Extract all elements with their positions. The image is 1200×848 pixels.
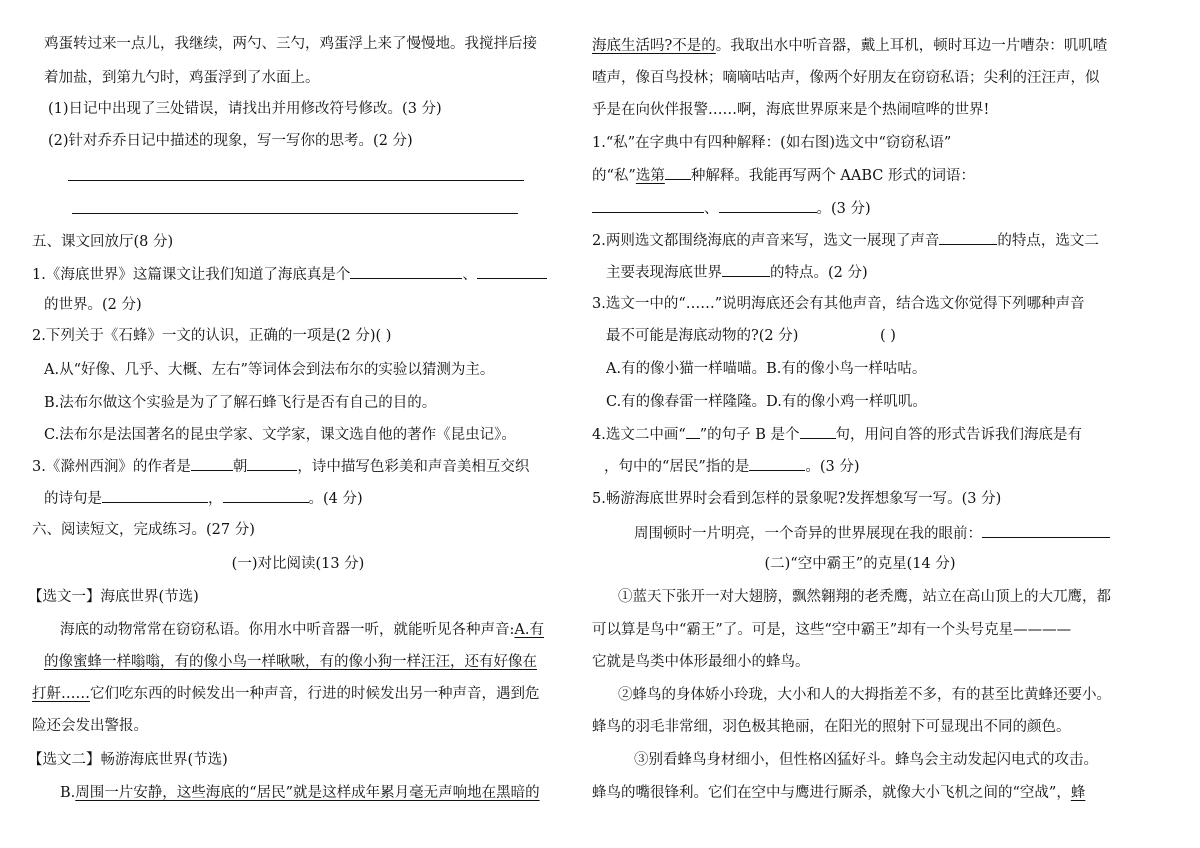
section-5-question-3: 3.《滁州西涧》的作者是 朝 ，诗中描写色彩美和声音美相互交织 [32,456,529,477]
excerpt-1-text: 险还会发出警报。 [32,718,148,734]
reading-question-5-prompt: 周围顿时一片明亮，一个奇异的世界展现在我的眼前： [634,523,1110,544]
excerpt-1-title: 【选文一】海底世界(节选) [28,589,199,605]
section-5-question-3-cont: 的诗句是 ， 。(4 分) [44,488,363,509]
excerpt-2-text: 乎是在向伙伴报警……啊，海底世界原来是个热闹喧哗的世界! [592,102,990,118]
excerpt-2-text: 海底生活吗?不是的。我取出水中听音器，戴上耳机，顿时耳边一片嘈杂：叽叽喳 [592,38,1108,54]
excerpt-1-text: 海底的动物常常在窃窃私语。你用水中听音器一听，就能听见各种声音:A.有 [60,622,544,638]
section-6-heading: 六、阅读短文，完成练习。(27 分) [32,522,255,538]
reading-question-4: 4.选文二中画“ ”的句子 B 是个 句，用问自答的形式告诉我们海底是有 [592,424,1082,445]
option-a: A.从“好像、几乎、大概、左右”等词体会到法布尔的实验以猜测为主。 [44,362,495,378]
right-column [590,0,1130,848]
fill-blank[interactable] [800,424,836,439]
subsection-2-heading: (二)“空中霸王”的克星(14 分) [764,556,956,572]
fill-blank[interactable] [939,230,997,245]
answer-paren[interactable]: ( ) [880,328,896,344]
fill-blank[interactable] [722,262,770,277]
option-b: B.法布尔做这个实验是为了了解石蜂飞行是否有自己的目的。 [44,395,437,411]
excerpt-2-title: 【选文二】畅游海底世界(节选) [28,752,228,768]
article-paragraph: ②蜂鸟的身体娇小玲珑，大小和人的大拇指差不多，有的甚至比黄蜂还要小。 [618,687,1111,703]
article-paragraph: 蜂鸟的嘴很锋利。它们在空中与鹰进行厮杀，就像大小飞机之间的“空战”，蜂 [592,785,1086,801]
fill-blank[interactable] [247,456,297,471]
reading-question-1: 1.“私”在字典中有四种解释：(如右图)选文中“窃窃私语” [592,135,952,151]
question-4-1: (1)日记中出现了三处错误，请找出并用修改符号修改。(3 分) [48,101,442,117]
answer-line[interactable] [72,213,518,214]
fill-blank[interactable] [350,264,462,279]
answer-line[interactable] [68,180,524,181]
option-c: C.法布尔是法国著名的昆虫学家、文学家，课文选自他的著作《昆虫记》。 [44,427,516,443]
section-5-question-1: 1.《海底世界》这篇课文让我们知道了海底真是个 、 [32,264,547,285]
reading-question-3-options: C.有的像春雷一样隆隆。D.有的像小鸡一样叽叽。 [606,394,927,410]
reading-question-2: 2.两则选文都围绕海底的声音来写，选文一展现了声音 的特点，选文二 [592,230,1099,251]
diary-text-line: 鸡蛋转过来一点儿，我继续，两勺、三勺，鸡蛋浮上来了慢慢地。我搅拌后接 [44,36,537,52]
section-5-question-1-cont: 的世界。(2 分) [44,297,142,313]
article-paragraph: 蜂鸟的羽毛非常细，羽色极其艳丽，在阳光的照射下可显现出不同的颜色。 [592,719,1071,735]
fill-blank[interactable] [102,488,208,503]
article-paragraph: 它就是鸟类中体形最细小的蜂鸟。 [592,654,810,670]
reading-question-1-answers: 、 。(3 分) [592,198,871,219]
excerpt-1-text-underlined: 的像蜜蜂一样嗡嗡，有的像小鸟一样啾啾，有的像小狗一样汪汪，还有好像在 [44,654,537,670]
reading-question-2-cont: 主要表现海底世界 的特点。(2 分) [606,262,868,283]
reading-question-4-cont: ，句中的“居民”指的是 。(3 分) [604,456,859,477]
article-paragraph: ①蓝天下张开一对大翅膀，飘然翱翔的老秃鹰，站立在高山顶上的大兀鹰，都 [618,589,1111,605]
reading-question-3-options: A.有的像小猫一样喵喵。B.有的像小鸟一样咕咕。 [606,361,927,377]
fill-blank[interactable] [592,198,704,213]
fill-blank[interactable] [223,488,309,503]
excerpt-2-text: B.周围一片安静，这些海底的“居民”就是这样成年累月毫无声响地在黑暗的 [60,785,540,801]
left-column [28,0,568,848]
reading-question-3: 3.选文一中的“……”说明海底还会有其他声音，结合选文你觉得下列哪种声音 [592,296,1085,312]
fill-blank[interactable] [982,523,1110,538]
reading-question-5: 5.畅游海底世界时会看到怎样的景象呢?发挥想象写一写。(3 分) [592,491,1002,507]
fill-blank[interactable] [191,456,233,471]
fill-blank[interactable] [719,198,817,213]
subsection-1-heading: (一)对比阅读(13 分) [231,556,365,572]
reading-question-3-cont: 最不可能是海底动物的?(2 分) [606,328,799,344]
reading-question-1-cont: 的“私”选第 种解释。我能再写两个 AABC 形式的词语： [592,165,975,186]
fill-blank[interactable] [749,456,805,471]
section-5-question-2: 2.下列关于《石蜂》一文的认识，正确的一项是(2 分)( ) [32,328,392,344]
question-4-2: (2)针对乔乔日记中描述的现象，写一写你的思考。(2 分) [48,133,413,149]
article-paragraph: ③别看蜂鸟身材细小，但性格凶猛好斗。蜂鸟会主动发起闪电式的攻击。 [634,752,1098,768]
fill-blank[interactable] [477,264,547,279]
excerpt-1-text: 打鼾……它们吃东西的时候发出一种声音，行进的时候发出另一种声音，遇到危 [32,686,540,702]
fill-blank[interactable] [665,165,691,180]
excerpt-2-text: 喳声，像百鸟投林；嘀嘀咕咕声，像两个好朋友在窃窃私语；尖利的汪汪声，似 [592,70,1100,86]
article-paragraph: 可以算是鸟中“霸王”了。可是，这些“空中霸王”却有一个头号克星———— [592,622,1072,638]
section-5-heading: 五、课文回放厅(8 分) [32,234,174,250]
diary-text-line: 着加盐，到第九勺时，鸡蛋浮到了水面上。 [44,70,320,86]
